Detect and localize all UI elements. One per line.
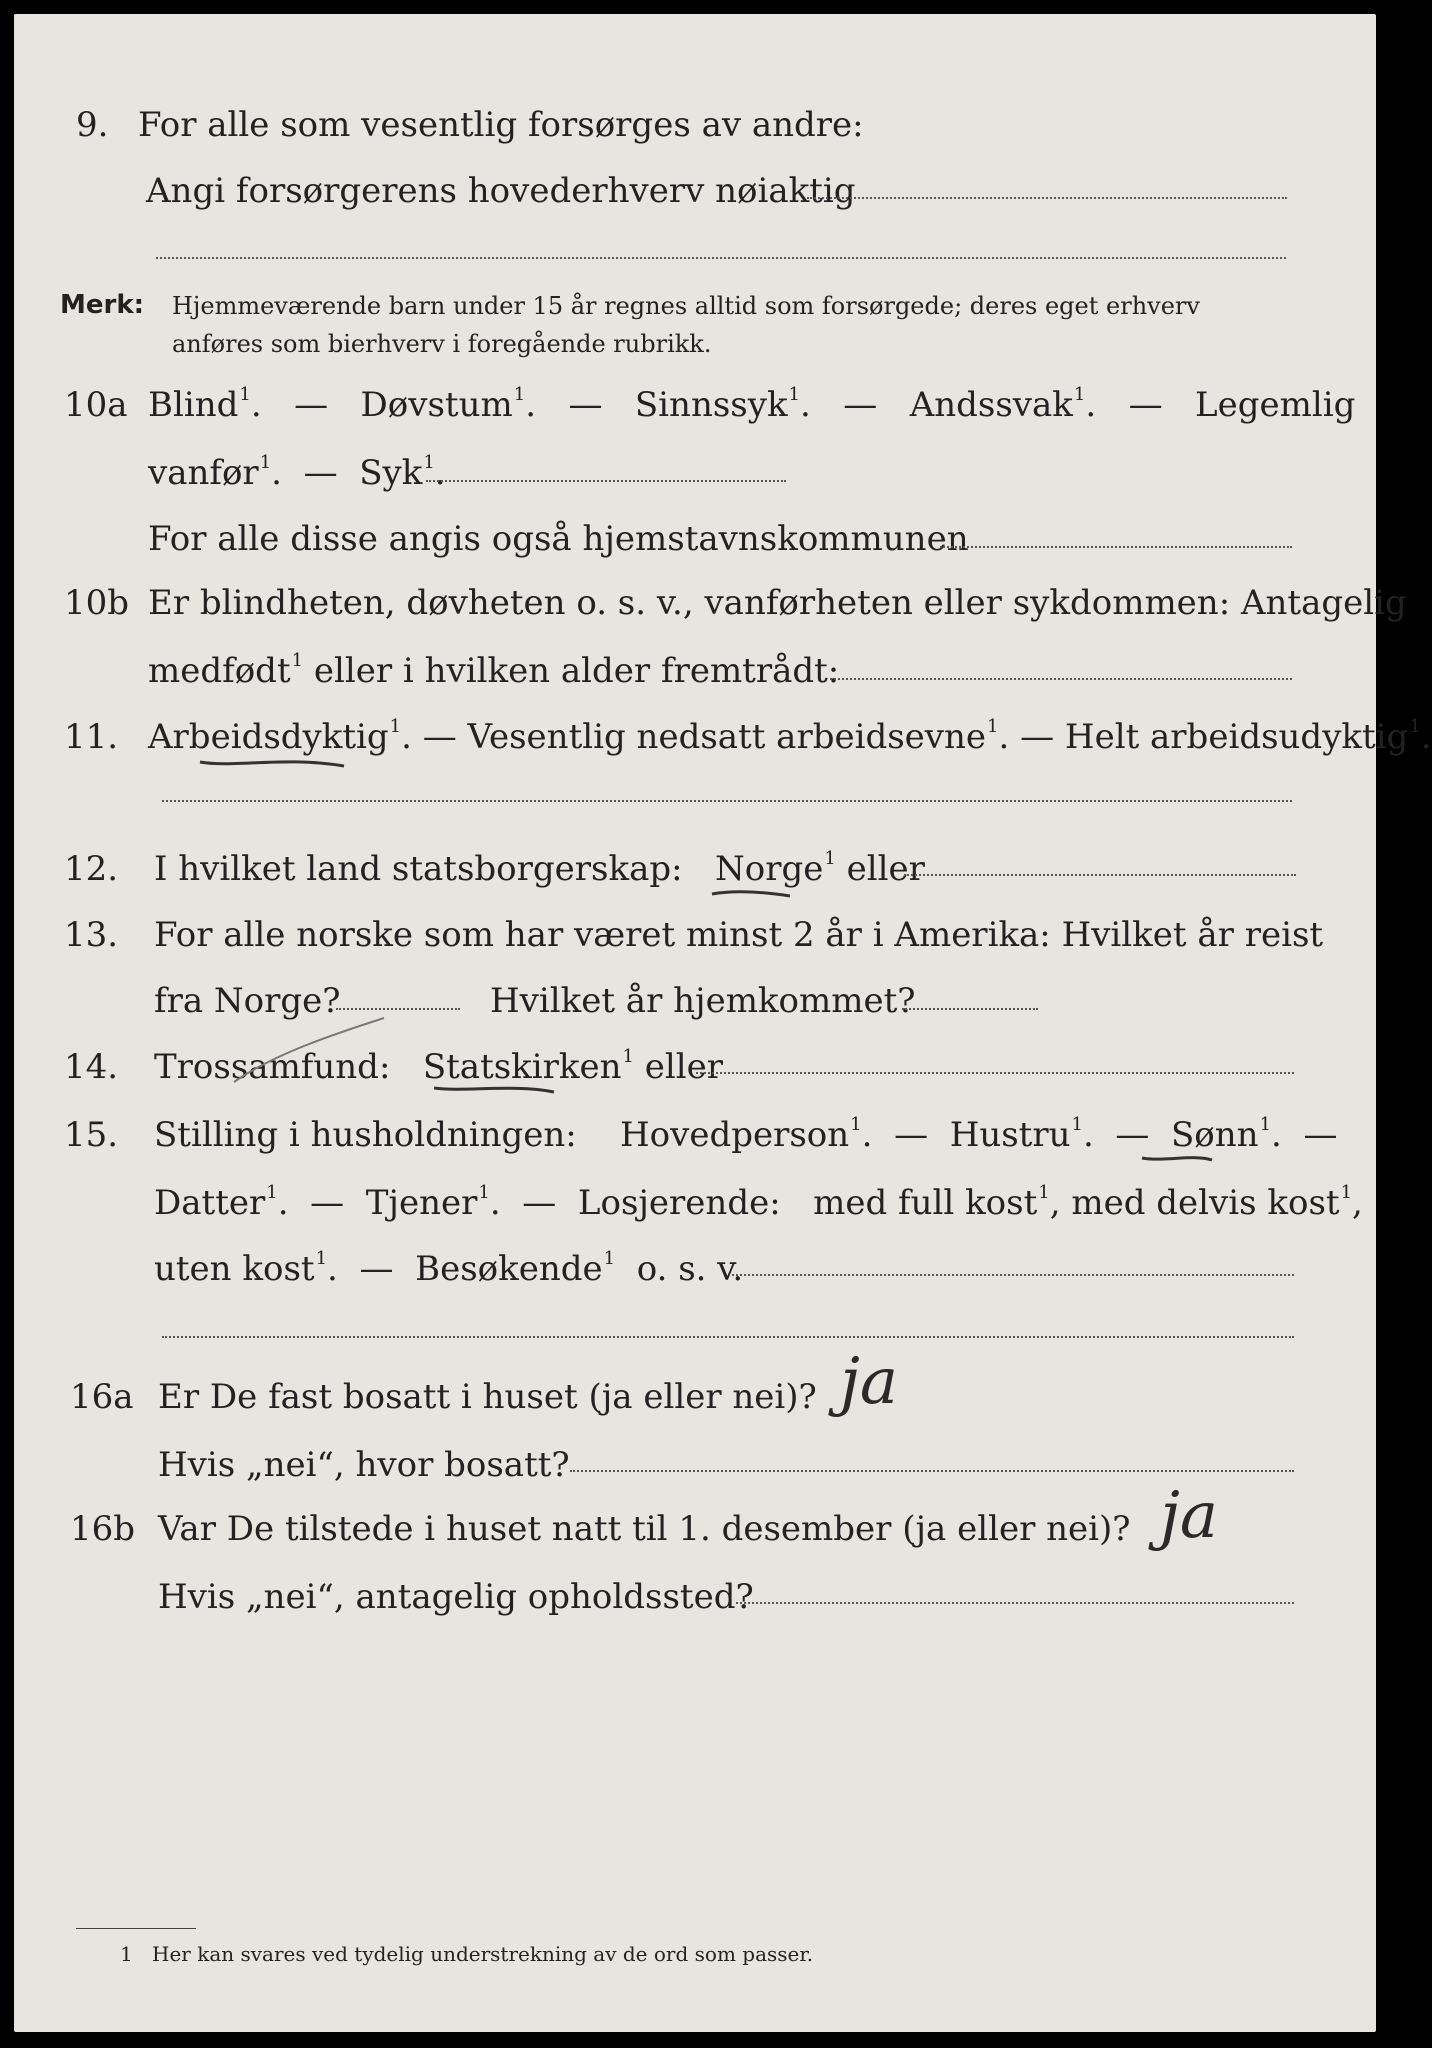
q16a-answer-line[interactable]: [570, 1470, 1294, 1472]
q15-line-1: Stilling i husholdningen: Hovedperson$^1$. — Hustru$^1$. — Sønn$^1$. —: [154, 1114, 1338, 1155]
q16a-number: 16a: [70, 1377, 134, 1417]
q9-answer-line[interactable]: [807, 197, 1287, 199]
option-vesentlig-nedsatt[interactable]: Vesentlig nedsatt arbeidsevne$^1$.: [467, 716, 1010, 757]
q16b-stay-label: Hvis „nei“, antagelig opholdssted?: [158, 1577, 754, 1617]
option-blind[interactable]: Blind$^1$.: [148, 384, 262, 425]
q15-answer-line-2[interactable]: [162, 1336, 1294, 1338]
q10a-answer-line[interactable]: [426, 480, 786, 482]
q10b-line-2: medfødt$^1$ eller i hvilken alder fremtrådt:: [148, 650, 840, 691]
option-uten-kost[interactable]: uten kost$^1$.: [154, 1248, 338, 1289]
q15-line-2: Datter$^1$. — Tjener$^1$. — Losjerende: med full kost$^1$, med delvis kost$^1$,: [154, 1182, 1363, 1223]
q10b-question: Er blindheten, døvheten o. s. v., vanførheten eller sykdommen: Antagelig: [148, 583, 1407, 623]
note-line-2: anføres som bierhverv i foregående rubrikk.: [172, 330, 712, 358]
option-tjener[interactable]: Tjener$^1$.: [365, 1182, 501, 1223]
q9-question: For alle som vesentlig forsørges av andre:: [138, 105, 864, 145]
option-delvis-kost[interactable]: med delvis kost$^1$,: [1071, 1182, 1363, 1223]
q13-question: For alle norske som har været minst 2 år i Amerika: Hvilket år reist: [154, 915, 1324, 955]
option-sonn[interactable]: Sønn$^1$.: [1171, 1114, 1282, 1155]
q11-answer-line[interactable]: [162, 800, 1292, 802]
option-legemlig[interactable]: Legemlig: [1195, 385, 1356, 425]
q12-number: 12.: [64, 849, 119, 889]
underline-statskirken: [434, 1088, 554, 1092]
q13-left-label: fra Norge?: [154, 981, 341, 1021]
footnote-rule: [76, 1928, 196, 1929]
q12-answer-line[interactable]: [904, 874, 1296, 876]
option-syk[interactable]: Syk$^1$.: [359, 452, 446, 493]
option-norge[interactable]: Norge$^1$: [715, 848, 836, 889]
q10a-municipality-line[interactable]: [940, 546, 1292, 548]
q13-left-answer-line[interactable]: [336, 1008, 460, 1010]
underline-arbeidsdyktig: [200, 762, 344, 766]
q10b-number: 10b: [64, 583, 130, 623]
q10b-answer-line[interactable]: [830, 678, 1292, 680]
q13-number: 13.: [64, 915, 119, 955]
q9-provider-occupation-label: Angi forsørgerens hovederhverv nøiaktig: [146, 171, 856, 211]
q10a-home-municipality-label: For alle disse angis også hjemstavnskommunen: [148, 519, 969, 559]
q16b-answer-line[interactable]: [736, 1602, 1294, 1604]
q14-row: Trossamfund: Statskirken$^1$ eller: [154, 1046, 724, 1087]
option-datter[interactable]: Datter$^1$.: [154, 1182, 289, 1223]
note-line-1: Hjemmeværende barn under 15 år regnes alltid som forsørgede; deres eget erhverv: [172, 292, 1200, 320]
option-vanfor[interactable]: vanfør$^1$.: [148, 452, 282, 493]
underline-norge: [712, 892, 790, 896]
q12-row: I hvilket land statsborgerskap: Norge$^1$ eller: [154, 848, 925, 889]
option-full-kost[interactable]: med full kost$^1$,: [813, 1182, 1061, 1223]
option-sinnssyk[interactable]: Sinnssyk$^1$.: [634, 384, 811, 425]
q10a-number: 10a: [64, 385, 128, 425]
q13-right-answer-line[interactable]: [902, 1008, 1038, 1010]
q14-answer-line[interactable]: [696, 1072, 1294, 1074]
option-andssvak[interactable]: Andssvak$^1$.: [909, 384, 1097, 425]
q16b-handwritten-answer[interactable]: ja: [1160, 1479, 1218, 1553]
q16a-where-label: Hvis „nei“, hvor bosatt?: [158, 1445, 570, 1485]
option-hustru[interactable]: Hustru$^1$.: [949, 1114, 1094, 1155]
option-helt-arbeidsudyktig[interactable]: Helt arbeidsudyktig$^1$.: [1064, 716, 1432, 757]
q15-number: 15.: [64, 1115, 119, 1155]
q9-answer-line-2[interactable]: [156, 257, 1286, 259]
q10a-line-2: vanfør$^1$. — Syk$^1$.: [148, 452, 446, 493]
note-label: Merk:: [60, 290, 145, 320]
option-besokende[interactable]: Besøkende$^1$: [415, 1248, 616, 1289]
q16b-question: Var De tilstede i huset natt til 1. desember (ja eller nei)?: [158, 1509, 1131, 1549]
option-hovedperson[interactable]: Hovedperson$^1$.: [620, 1114, 873, 1155]
option-arbeidsdyktig[interactable]: Arbeidsdyktig$^1$.: [148, 716, 412, 757]
footnote-mark: 1: [120, 1942, 133, 1966]
form-page: [14, 14, 1432, 2032]
q15-line-3: uten kost$^1$. — Besøkende$^1$ o. s. v.: [154, 1248, 744, 1289]
q15-answer-line[interactable]: [732, 1274, 1294, 1276]
q14-number: 14.: [64, 1047, 119, 1087]
q9-number: 9.: [76, 105, 109, 145]
option-medfodt[interactable]: medfødt$^1$: [148, 650, 304, 691]
option-statskirken[interactable]: Statskirken$^1$: [422, 1046, 634, 1087]
q16a-question: Er De fast bosatt i huset (ja eller nei)?: [158, 1377, 817, 1417]
q16a-handwritten-answer[interactable]: ja: [840, 1345, 898, 1419]
q16b-number: 16b: [70, 1509, 136, 1549]
q10a-options-row: Blind$^1$. — Døvstum$^1$. — Sinnssyk$^1$. — Andssvak$^1$. — Legemlig: [148, 384, 1356, 425]
q11-number: 11.: [64, 717, 119, 757]
q13-right-label: Hvilket år hjemkommet?: [490, 981, 916, 1021]
option-dovstum[interactable]: Døvstum$^1$.: [360, 384, 536, 425]
q11-options-row: Arbeidsdyktig$^1$. — Vesentlig nedsatt arbeidsevne$^1$. — Helt arbeidsudyktig$^1$.: [148, 716, 1432, 757]
underline-sonn: [1142, 1158, 1212, 1160]
footnote-text: Her kan svares ved tydelig understrekning av de ord som passer.: [152, 1942, 814, 1966]
